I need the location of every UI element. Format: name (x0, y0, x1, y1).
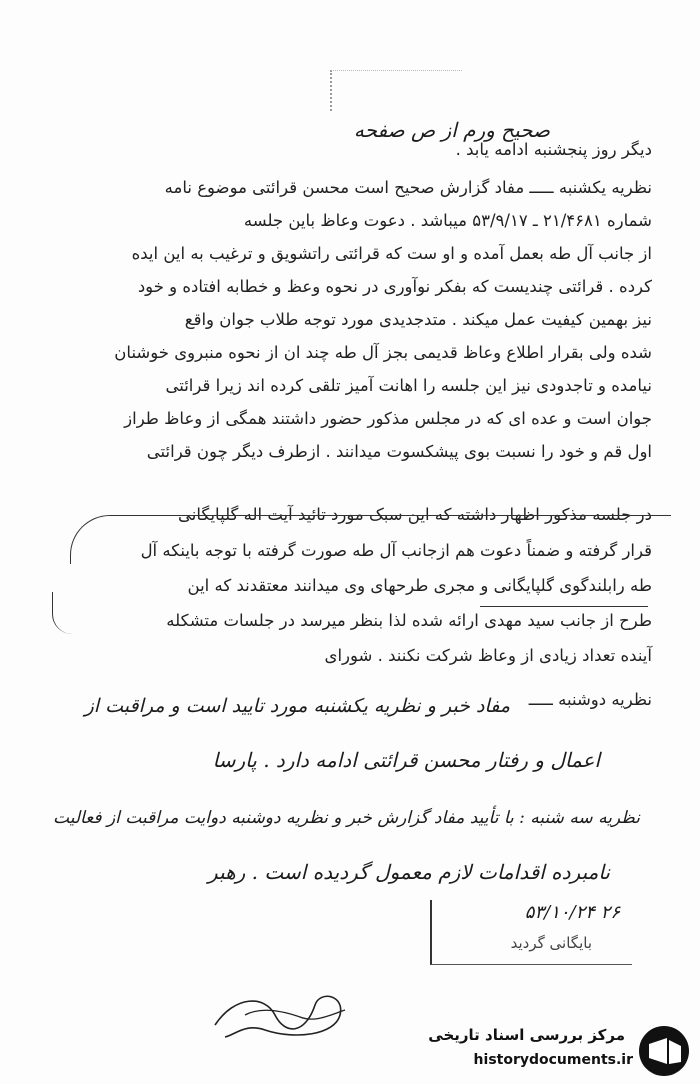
typed-line-14: آینده تعداد زیادی از وعاظ شرکت نکنند . شورای (324, 646, 652, 665)
handwritten-line-1: مفاد خبر و نظریه یکشنبه مورد تایید است و مراقبت از (84, 695, 510, 717)
handwritten-line-3: نظریه سه شنبه : با تأیید مفاد گزارش خبر و نظریه دوشنبه دوایت مراقبت از فعالیت (53, 808, 640, 828)
typed-line-9: اول قم و خود را نسبت بوی پیشکسوت میدانند . ازطرف دیگر چون قرائتی (146, 442, 652, 461)
typed-line-11: قرار گرفته و ضمناً دعوت هم ازجانب آل طه صورت گرفته با توجه باینکه آل (140, 541, 652, 560)
archive-emblem-icon (637, 1024, 691, 1078)
typed-line-12: طه رابلندگوی گلپایگانی و مجری طرحهای وی میدانند معتقدند که این (187, 576, 652, 595)
typed-line-1: نظریه یکشنبه ـــــ مفاد گزارش صحیح است محسن قرائتی موضوع نامه (164, 178, 652, 197)
typed-line-4: کرده . قرائتی چندیست که بفکر نوآوری در نحوه وعظ و خطابه افتاده و خود (137, 277, 652, 296)
handwritten-line-4: نامبرده اقدامات لازم معمول گردیده است . رهبر (208, 860, 610, 884)
typed-line-3: از جانب آل طه بعمل آمده و او ست که قرائتی راتشویق و ترغیب به این ایده (131, 244, 652, 263)
typed-line-7: نیامده و تاجدودی نیز این جلسه را اهانت آمیز تلقی کرده اند زیرا قرائتی (165, 376, 652, 395)
typed-line-5: نیز بهمین کیفیت عمل میکند . متدجدیدی مورد توجه طلاب جوان واقع (184, 310, 652, 329)
handwritten-margin-mark (52, 592, 93, 634)
typed-line-15: نظریه دوشنبه ـــــ (528, 690, 652, 709)
filing-date-stamp (430, 900, 632, 965)
typed-line-2: شماره ۲۱/۴۶۸۱ ـ ۵۳/۹/۱۷ میباشد . دعوت وعاظ باین جلسه (243, 211, 652, 230)
faded-stamp-mark (330, 70, 462, 111)
handwritten-bracket-mark (70, 515, 671, 564)
header-continuation-line: دیگر روز پنجشنبه ادامه یابد . (455, 140, 652, 159)
archive-logo (405, 1022, 695, 1080)
logo-name: مرکز بررسی اسناد تاریخی (428, 1026, 625, 1044)
logo-url: historydocuments.ir (473, 1052, 633, 1068)
header-handwritten-note: صحیح ورم از ص صفحه (353, 118, 550, 142)
handwritten-line-2: اعمال و رفتار محسن قرائتی ادامه دارد . پارسا (212, 748, 600, 772)
typed-line-10: در جلسه مذکور اظهار داشته که این سبک مورد تائید آیت اله گلپایگانی (177, 505, 652, 524)
handwritten-underline (480, 606, 648, 607)
typed-line-6: شده ولی بقرار اطلاع وعاظ قدیمی بجز آل طه چند ان از نحوه منبروی خوشنان (114, 343, 652, 362)
filing-note: بایگانی گردید (510, 934, 592, 952)
signature-scribble (205, 985, 355, 1045)
typed-line-8: جوان است و عده ای که در مجلس مذکور حضور داشتند همگی از وعاظ طراز (124, 409, 652, 428)
typed-line-13: طرح از جانب سید مهدی ارائه شده لذا بنظر میرسد در جلسات متشکله (166, 611, 652, 630)
filing-date: ۵۳/۱۰/۲۴ ۲۶ (524, 902, 620, 923)
